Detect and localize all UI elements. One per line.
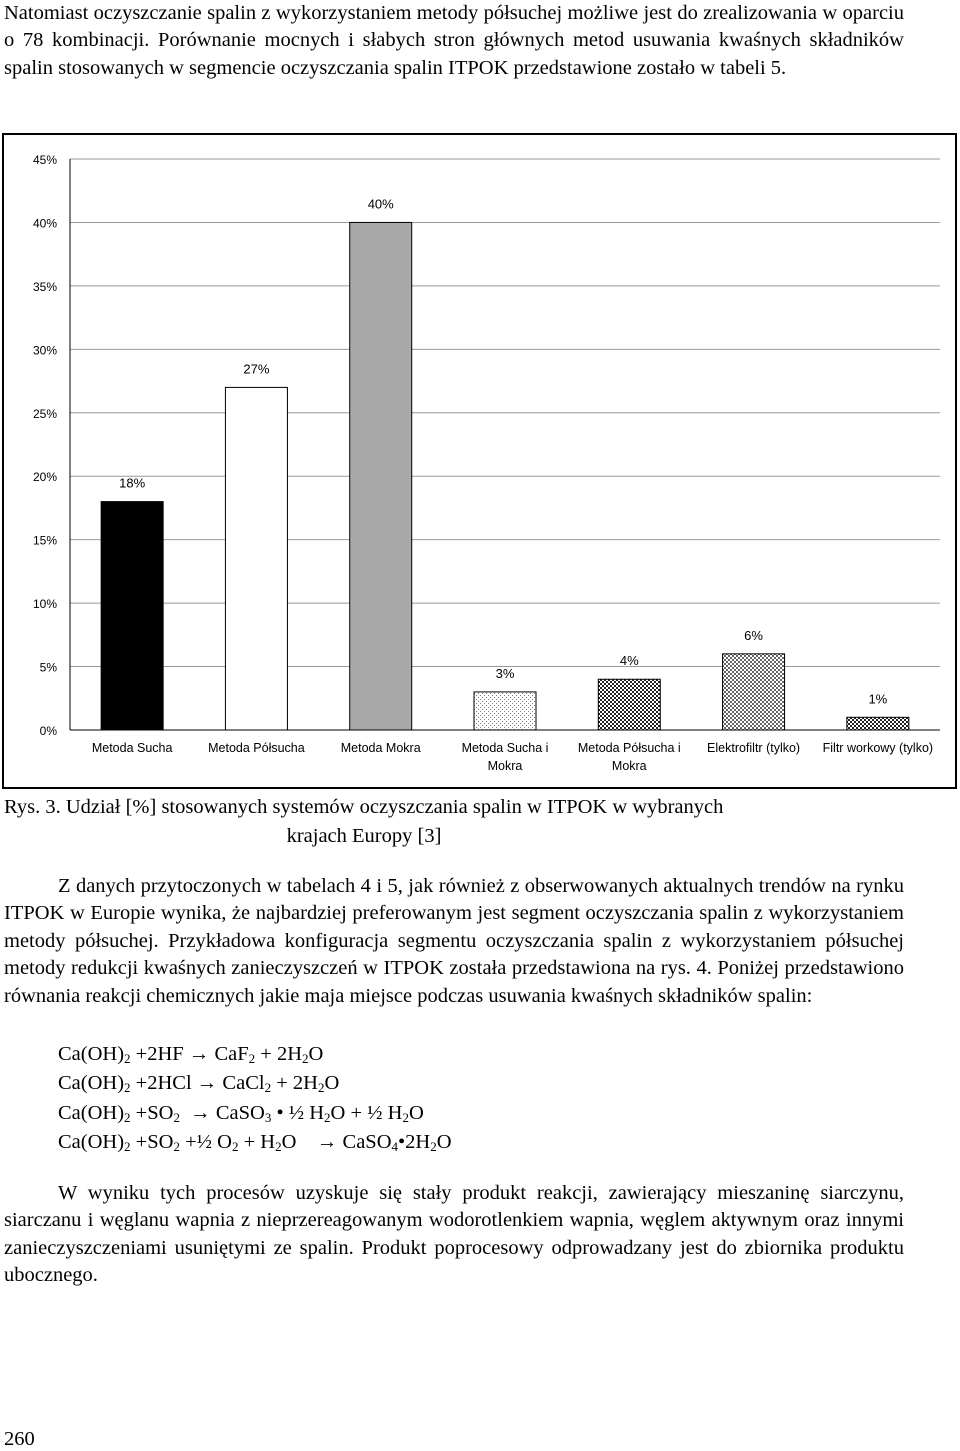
bar-value-label: 27% <box>243 361 270 377</box>
bar-chart-svg <box>4 135 955 787</box>
equation-2: $Ca(OH)_2 +2HCl$ → CaCl$_2$ + $2H_2O$ <box>58 1072 340 1096</box>
caption-line-1: Rys. 3. Udział [%] stosowanych systemów oczyszczania spalin w ITPOK w wybranych <box>4 796 724 818</box>
page-number: 260 <box>4 1428 35 1450</box>
reaction-arrow-icon: → <box>190 1101 211 1124</box>
equations-block <box>58 1040 452 1158</box>
x-category-label: Metoda Sucha i <box>461 741 549 755</box>
bar <box>225 387 287 730</box>
y-tick-label: 15% <box>32 533 57 548</box>
y-tick-label: 10% <box>32 597 57 612</box>
bar-value-label: 40% <box>367 196 394 212</box>
bar <box>723 654 785 730</box>
y-tick-label: 30% <box>32 343 57 358</box>
x-category-label: Metoda Półsucha i <box>577 741 681 755</box>
equation-3: $Ca(OH)_2 +SO_2$ → CaSO$_3$ • ½ $H_2O$ + ½ $H_2O$ <box>58 1101 424 1125</box>
y-tick-label: 35% <box>32 279 57 294</box>
x-category-label: Mokra <box>487 759 523 773</box>
x-category-label: Filtr workowy (tylko) <box>822 741 934 755</box>
body-paragraph-2: W wyniku tych procesów uzyskuje się stały produkt reakcji, zawierający mieszaninę siarczynu, siarczanu i węglanu wapnia z nieprzereagowanym wodorotlenkiem wapnia, węglem aktywnym oraz innymi zanieczyszczeniami usuniętymi ze spalin. Produkt poprocesowy odprowadzany jest do zbiornika produktu ubocznego. <box>4 1182 904 1287</box>
bar-chart <box>2 133 957 789</box>
y-tick-label: 20% <box>32 470 57 485</box>
bar-value-label: 6% <box>744 627 763 643</box>
reaction-arrow-icon: → <box>316 1131 338 1154</box>
reaction-arrow-icon: → <box>188 1043 210 1065</box>
bar-value-label: 1% <box>868 691 888 707</box>
equation-4: $Ca(OH)_2 +SO_2$ +½ $O_2 + H_2O$ → $CaSO_4•2H_2O$ <box>58 1131 452 1155</box>
y-tick-label: 25% <box>32 406 57 421</box>
y-tick-label: 0% <box>39 724 57 738</box>
body-paragraph-1: Z danych przytoczonych w tabelach 4 i 5, jak również z obserwowanych aktualnych trendów na rynku ITPOK w Europie wynika, że najbardziej preferowanym jest segment oczyszczania spalin z wykorzystaniem metody półsuchej. Przykładowa konfiguracja segmentu oczyszczania spalin z wykorzystaniem półsuchej metody redukcji kwaśnych zanieczyszczeń w ITPOK została przedstawiona na rys. 4. Poniżej przedstawiono równania reakcji chemicznych jakie maja miejsce podczas usuwania kwaśnych składników spalin: <box>4 875 904 1007</box>
x-category-label: Metoda Mokra <box>340 741 421 755</box>
x-category-label: Elektrofiltr (tylko) <box>707 741 801 755</box>
x-category-label: Mokra <box>611 759 647 773</box>
bar <box>474 692 536 730</box>
bar <box>847 717 909 730</box>
reaction-arrow-icon: → <box>196 1072 218 1095</box>
x-category-label: Metoda Sucha <box>91 741 173 755</box>
bar-value-label: 4% <box>619 653 639 669</box>
equation-1: $Ca(OH)_2 +2HF \to CaF_2 + 2H_2O$ <box>58 1043 324 1066</box>
y-tick-label: 5% <box>39 660 57 675</box>
caption-line-2: krajach Europy [3] <box>286 825 442 847</box>
bar-value-label: 3% <box>495 665 515 681</box>
bar <box>350 222 412 730</box>
y-tick-label: 40% <box>32 216 57 231</box>
bar <box>598 679 660 730</box>
bar <box>101 502 163 730</box>
y-tick-label: 45% <box>32 153 57 167</box>
figure-caption <box>4 793 904 851</box>
x-category-label: Metoda Półsucha <box>208 741 305 755</box>
bar-value-label: 18% <box>119 475 146 491</box>
intro-paragraph: Natomiast oczyszczanie spalin z wykorzystaniem metody półsuchej możliwe jest do zrealizowania w oparciu o 78 kombinacji. Porównanie mocnych i słabych stron głównych metod usuwania kwaśnych składników spalin stosowanych w segmencie oczyszczania spalin ITPOK przedstawione zostało w tabeli 5. <box>4 2 904 79</box>
